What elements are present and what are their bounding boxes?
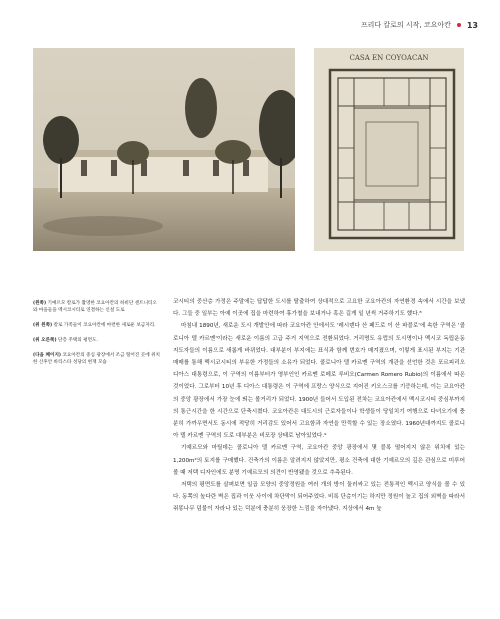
- caption-text: 코요아칸의 중심 광장에서 조금 떨어진 곳에 위치한 산후안 바티스타 성당의 현재 모습: [33, 353, 160, 365]
- caption-2: [33, 322, 161, 329]
- caption-label: (다음 페이지): [33, 353, 61, 358]
- caption-label: (위 왼쪽): [33, 323, 53, 328]
- running-header: [361, 20, 478, 30]
- paragraph: 마침내 1890년, 새로운 도시 개발안에 따라 코요아칸 안에서도 '레시덴다 산 페드로 이 산 파블로'에 속한 구역은 '콜로니아 델 카르멘'이라는 새로운 이름의 고급 주거 지역으로 전환되었다. 거리명도 유럽의 도시명이나 멕시코 독립운동 지도자들의 이름으로 새롭게 바뀌었다. 대부분이 부지에는 표식과 함께 번호가 매겨졌으며, 이렇게 표시된 부지는 기관 매매를 통해 멕시코시티의 부유한 가정들의 소유가 되었다. 콜로니아 델 카르멘 구역의 개관을 선언한 것은 포르피리오 디아스 대통령으로, 이 구역의 이름부터가 영부인인 카르멘 로메로 루비오(Carmen Romero Rubio)의 이름에서 따온 것이었다. 그로부터 10년 후 디아스 대통령은 이 구역에 프랑스 양식으로 지어진 키오스크를 기증하는데, 이는 코요아칸의 중앙 광장에서 가장 눈에 띄는 볼거리가 되었다. 1900년 들어서 도입된 전차는 코요아칸에서 멕시코시티 중심부까지의 통근시간을 한 시간으로 단축시켰다. 코요아칸은 대도시의 근로자들이나 학생들이 당일치기 여행으로 다녀오기에 충분히 가까우면서도 동시에 적당히 거리감도 있어서 고요함과 자연을 만끽할 수 있는 장소였다. 1960년대까지도 콜로니아 델 카르멘 구역의 도로 대부분은 비포장 상태로 남아있었다.⁹: [173, 323, 465, 440]
- house-photo: [33, 48, 295, 251]
- accent-dot: [457, 23, 461, 27]
- running-title: 프리다 칼로의 시작, 코요아칸: [360, 21, 451, 29]
- floor-plan: [314, 48, 464, 251]
- floor-plan-drawing: [314, 48, 464, 251]
- plan-title: CASA EN COYOACAN: [349, 54, 429, 62]
- body-text: [173, 296, 465, 516]
- caption-text: 단층 주택의 평면도.: [58, 338, 98, 343]
- caption-text: 기예르모 칼로가 촬영한 코요아칸의 하비단 센트니티오와 마을들을 멕시코시티로 연결하는 신설 도로: [33, 301, 157, 313]
- caption-3: [33, 337, 161, 344]
- paragraph: 코시티의 중산층 가정은 주말에는 답답한 도시를 탈출하여 상대적으로 고요한 코요아칸의 자연환경 속에서 시간을 보냈다. 그들 중 일부는 아예 이곳에 집을 마련하여 휴가철을 보내거나 혹은 길게 일 년씩 거주하기도 했다.⁸: [173, 299, 465, 318]
- caption-text: 칼로 가족들이 코요아칸에 마련한 새로운 보금자리.: [53, 323, 156, 328]
- paragraph: 기예르모와 마틸데는 콜로니아 델 카르멘 구역, 코요아칸 중앙 광장에서 몇 블록 떨어지지 않은 위치에 있는 1,200m²의 토지를 구매했다. 건축가의 이름은 알려지지 않았지만, 평소 건축에 대한 기예르모의 깊은 관심으로 미루어볼 때 저택 디자인에도 분명 기예르모의 의견이 반영됐을 것으로 추측된다.: [173, 445, 465, 476]
- house-photo-illustration: [33, 48, 295, 251]
- caption-label: (왼쪽): [33, 301, 47, 306]
- caption-label: (위 오른쪽): [33, 338, 57, 343]
- caption-1: [33, 300, 161, 314]
- caption-4: [33, 352, 161, 366]
- page-number: 13: [466, 20, 478, 30]
- photo-captions: [33, 300, 161, 374]
- paragraph: 저택의 평면도를 살펴보면 일곱 모양의 중앙정원을 여러 개의 방이 둘러싸고 있는 전통적인 멕시코 양식을 볼 수 있다. 동쪽의 높다란 벽은 집과 이웃 사이에 차단막이 되어주었다. 비록 단층이기는 하지만 정원이 높고 집의 외벽을 따라서 쥐똥나무 덤불이 자라나 있는 덕분에 충분히 웅장한 느낌을 자아냈다. 지상에서 4m 높: [173, 482, 465, 513]
